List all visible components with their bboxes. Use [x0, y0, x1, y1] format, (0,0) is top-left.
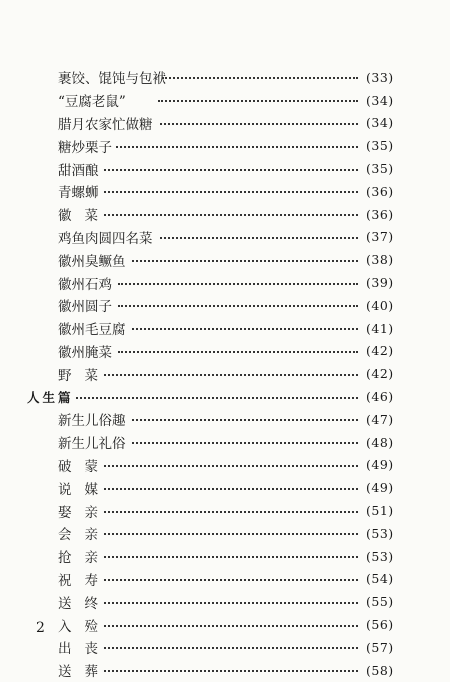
toc-entry-page: (55): [366, 594, 394, 610]
toc-entry-page: (49): [366, 480, 394, 496]
toc-entry-title: 徽州毛豆腐: [58, 322, 126, 339]
toc-entry-page: (48): [366, 434, 394, 450]
toc-entry: [0, 112, 450, 135]
toc-entry: [0, 476, 450, 499]
toc-entry-page: (33): [366, 69, 394, 85]
toc-entry-title: 入殓: [58, 618, 111, 635]
toc-leader-dots: [76, 397, 358, 399]
toc-entry-title: 说媒: [58, 481, 111, 498]
toc-entry-title: 祝寿: [58, 572, 111, 589]
toc-entry: [0, 134, 450, 157]
toc-leader-dots: [104, 556, 358, 558]
toc-entry-title: 徽州石鸡: [58, 276, 112, 293]
toc-section-heading: [0, 385, 450, 408]
toc-entry-page: (42): [366, 343, 394, 359]
toc-entry-title: 破蒙: [58, 458, 111, 475]
toc-leader-dots: [162, 77, 358, 79]
toc-leader-dots: [104, 647, 358, 649]
toc-entry-title: 甜酒酿: [58, 162, 99, 179]
toc-entry-title: 裹饺、馄饨与包袱: [58, 71, 166, 88]
toc-entry: [0, 522, 450, 545]
toc-entry-title: 鸡鱼肉圆四名菜: [58, 230, 153, 247]
toc-leader-dots: [104, 579, 358, 581]
toc-entry-page: (47): [366, 411, 394, 427]
toc-entry-title: 徽州圆子: [58, 299, 112, 316]
toc-entry: [0, 408, 450, 431]
toc-entry: [0, 659, 450, 682]
toc-leader-dots: [132, 328, 358, 330]
table-of-contents: [0, 66, 450, 682]
toc-entry: [0, 568, 450, 591]
toc-entry-title: 糖炒栗子: [58, 139, 112, 156]
toc-entry-page: (37): [366, 229, 394, 245]
toc-entry-page: (38): [366, 252, 394, 268]
toc-entry: [0, 180, 450, 203]
toc-leader-dots: [104, 465, 358, 467]
toc-entry: [0, 590, 450, 613]
toc-leader-dots: [132, 419, 358, 421]
toc-entry: [0, 66, 450, 89]
toc-entry-title: 徽州臭鳜鱼: [58, 253, 126, 270]
toc-leader-dots: [116, 146, 358, 148]
toc-entry-title: 青螺蛳: [58, 185, 99, 202]
toc-entry: [0, 157, 450, 180]
toc-leader-dots: [104, 533, 358, 535]
toc-leader-dots: [132, 260, 358, 262]
toc-leader-dots: [104, 670, 358, 672]
toc-leader-dots: [104, 488, 358, 490]
toc-leader-dots: [132, 442, 358, 444]
toc-entry-title: 娶亲: [58, 504, 111, 521]
toc-entry-title: “豆腐老鼠”: [58, 94, 126, 111]
toc-entry-page: (53): [366, 548, 394, 564]
toc-leader-dots: [104, 511, 358, 513]
toc-leader-dots: [118, 305, 358, 307]
toc-entry-title: 送终: [58, 595, 111, 612]
toc-entry-title: 会亲: [58, 527, 111, 544]
toc-entry: [0, 317, 450, 340]
toc-entry-title: 出丧: [58, 641, 111, 658]
toc-entry-page: (56): [366, 617, 394, 633]
toc-entry-page: (58): [366, 662, 394, 678]
toc-entry-title: 新生儿礼俗: [58, 436, 126, 453]
toc-entry-page: (40): [366, 297, 394, 313]
toc-entry-page: (35): [366, 161, 394, 177]
toc-leader-dots: [104, 191, 358, 193]
toc-entry: [0, 271, 450, 294]
toc-entry: [0, 340, 450, 363]
toc-leader-dots: [104, 214, 358, 216]
toc-entry: [0, 545, 450, 568]
toc-entry-page: (34): [366, 115, 394, 131]
toc-entry: [0, 89, 450, 112]
toc-leader-dots: [104, 602, 358, 604]
toc-entry-page: (35): [366, 138, 394, 154]
toc-entry: [0, 636, 450, 659]
toc-entry-page: (49): [366, 457, 394, 473]
toc-leader-dots: [118, 283, 358, 285]
toc-entry-page: (36): [366, 206, 394, 222]
toc-entry-title: 野菜: [58, 367, 111, 384]
toc-entry: [0, 454, 450, 477]
toc-entry-page: (42): [366, 366, 394, 382]
toc-entry-page: (34): [366, 92, 394, 108]
toc-entry-page: (51): [366, 503, 394, 519]
toc-entry: [0, 499, 450, 522]
toc-leader-dots: [160, 237, 358, 239]
toc-entry-title: 腊月农家忙做糖: [58, 116, 153, 133]
toc-entry-page: (41): [366, 320, 394, 336]
toc-leader-dots: [104, 169, 358, 171]
toc-entry-title: 抢亲: [58, 550, 111, 567]
toc-entry-title: 徽菜: [58, 208, 111, 225]
toc-entry-title: 徽州腌菜: [58, 344, 112, 361]
toc-leader-dots: [158, 100, 358, 102]
toc-entry-page: (46): [366, 389, 394, 405]
toc-entry-page: (57): [366, 639, 394, 655]
toc-entry: [0, 362, 450, 385]
toc-leader-dots: [160, 123, 358, 125]
toc-leader-dots: [104, 374, 358, 376]
toc-entry: [0, 226, 450, 249]
toc-entry-title: 新生儿俗趣: [58, 413, 126, 430]
toc-leader-dots: [104, 625, 358, 627]
toc-entry-title: 送葬: [58, 664, 111, 681]
toc-entry-page: (54): [366, 571, 394, 587]
toc-leader-dots: [118, 351, 358, 353]
toc-entry-page: (36): [366, 183, 394, 199]
toc-entry-title: 人生篇: [27, 389, 74, 405]
toc-entry: [0, 431, 450, 454]
toc-entry-page: (53): [366, 525, 394, 541]
toc-entry: [0, 294, 450, 317]
toc-entry: [0, 613, 450, 636]
toc-entry-page: (39): [366, 275, 394, 291]
page-number: 2: [36, 620, 45, 636]
toc-entry: [0, 203, 450, 226]
toc-entry: [0, 248, 450, 271]
